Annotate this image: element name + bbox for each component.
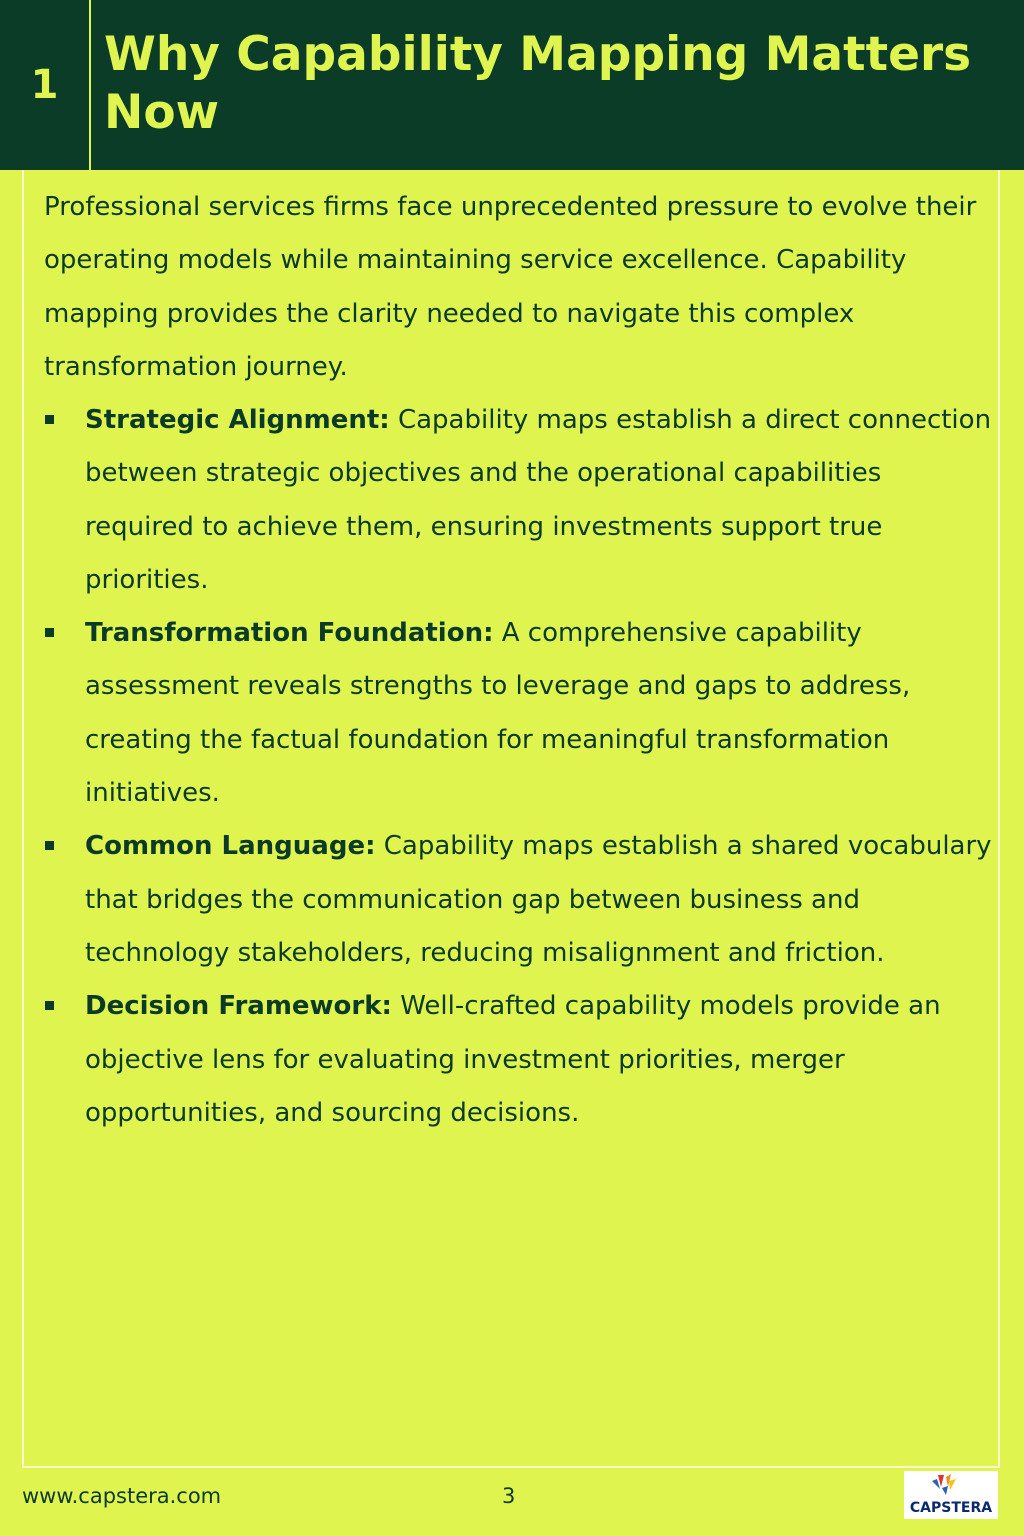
bullet-square-icon — [45, 841, 54, 850]
bullet-title: Strategic Alignment: — [85, 405, 390, 435]
header-divider — [89, 0, 91, 170]
bullet-title: Decision Framework: — [85, 991, 392, 1022]
bullet-text: A comprehensive capability assessment reveals strengths to leverage and gaps to address, creating the factual foundation for meaningful transformation initiatives. — [85, 618, 911, 809]
bullet-square-icon — [45, 415, 54, 424]
bullet-title: Transformation Foundation: — [85, 618, 494, 649]
bullet-text: Capability maps establish a shared vocabulary that bridges the communication gap between business and technology stakeholders, reducing misalignment and friction. — [85, 831, 992, 968]
page-header — [0, 0, 1024, 170]
logo-text: CAPSTERA — [909, 1500, 993, 1516]
bullet-list — [44, 394, 994, 1140]
capstera-logo-icon — [904, 1471, 998, 1519]
bullet-item-transformation-foundation — [44, 607, 994, 820]
bullet-title: Common Language: — [85, 831, 376, 862]
capstera-logo — [904, 1471, 998, 1519]
intro-paragraph: Professional services firms face unprecedented pressure to evolve their operating models while maintaining service excellence. Capability mapping provides the clarity needed to navigate this complex transformation journey. — [44, 192, 977, 382]
bullet-text: Well-crafted capability models provide an objective lens for evaluating investment priorities, merger opportunities, and sourcing decisions. — [85, 991, 941, 1128]
footer-website-link[interactable]: www.capstera.com — [22, 1484, 222, 1508]
bullet-text: Capability maps establish a direct connection between strategic objectives and the operational capabilities required to achieve them, ensuring investments support true priorities. — [85, 405, 992, 595]
bullet-item-common-language — [44, 820, 994, 980]
bullet-item-strategic-alignment — [44, 394, 994, 607]
page-title: Why Capability Mapping Matters Now — [104, 27, 972, 140]
bullet-item-decision-framework — [44, 980, 994, 1140]
section-number: 1 — [30, 62, 59, 108]
bullet-square-icon — [45, 1001, 54, 1010]
bullet-square-icon — [45, 628, 54, 637]
page-number: 3 — [502, 1484, 516, 1508]
